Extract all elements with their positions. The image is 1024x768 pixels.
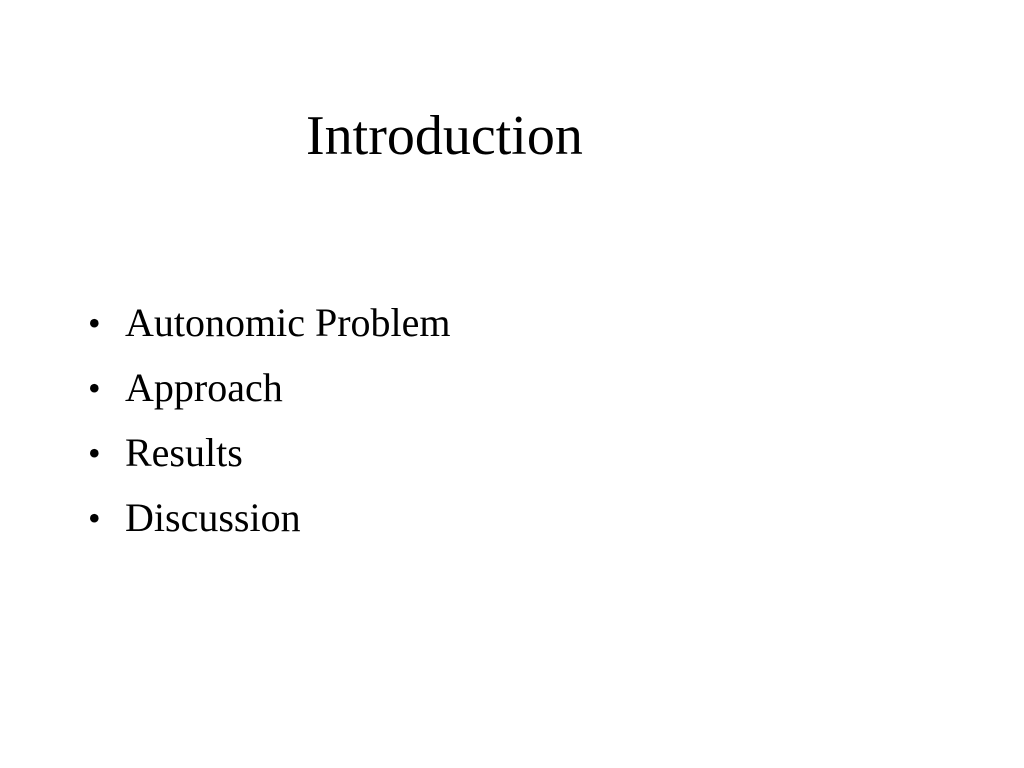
bullet-dot-icon: • [88, 433, 101, 473]
bullet-text: Autonomic Problem [125, 300, 451, 345]
bullet-dot-icon: • [88, 303, 101, 343]
bullet-dot-icon: • [88, 498, 101, 538]
bullet-text: Discussion [125, 495, 301, 540]
bullet-text: Results [125, 430, 243, 475]
bullet-dot-icon: • [88, 368, 101, 408]
bullet-text: Approach [125, 365, 283, 410]
slide-title: Introduction [306, 105, 583, 167]
